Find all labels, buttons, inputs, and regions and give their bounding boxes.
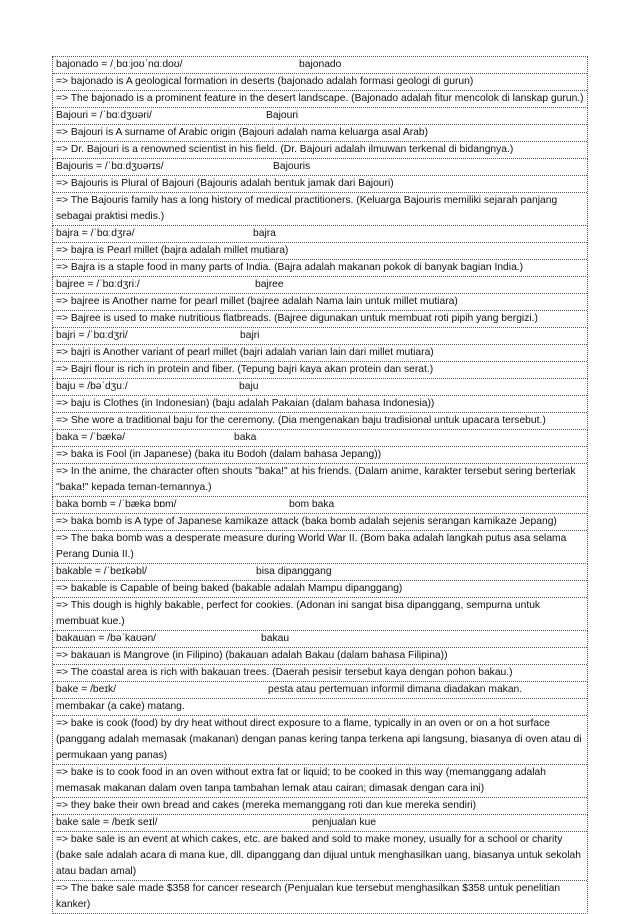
headword-translation: bajonado [299,59,342,70]
headword-translation: bakau [261,633,290,644]
headword-pronunciation: bajri = /ˈbɑːdʒri/ [56,330,128,341]
headword-translation: baju [239,381,259,392]
entry-definition-line: => baka bomb is A type of Japanese kamikaze attack (baka bomb adalah sejenis serangan kamikaze Jepang) [53,514,587,531]
headword-translation: pesta atau pertemuan informil dimana diadakan makan. [268,684,523,695]
dictionary-entry [52,108,588,159]
dictionary-entry [52,277,588,328]
dictionary-entry [52,564,588,631]
entry-definition-line: => bajra is Pearl millet (bajra adalah millet mutiara) [53,243,587,260]
entry-definition-line: => In the anime, the character often shouts "baka!" at his friends. (Dalam anime, karakter tersebut sering berteriak "baka!" kepada teman-temannya.) [56,466,576,493]
entry-definition-line: => bake sale is an event at which cakes, etc. are baked and sold to make money, usually for a school or charity (bake sale adalah acara di mana kue, dll. dipanggang dan dijual untuk menghasilkan uang, biasanya untuk sekolah atau badan amal) [53,832,587,881]
headword-pronunciation: bake = /beɪk/ [56,684,117,695]
dictionary-entry [52,815,588,914]
headword-pronunciation: bajree = /ˈbɑːdʒriː/ [56,279,140,290]
entry-definition-line: => Bajree is used to make nutritious flatbreads. (Bajree digunakan untuk membuat roti pipih yang bergizi.) [56,313,538,324]
dictionary-entry [52,379,588,430]
entry-definition-line: => baju is Clothes (in Indonesian) (baju adalah Pakaian (dalam bahasa Indonesia)) [53,396,587,413]
entry-definition-line: => Bajra is a staple food in many parts of India. (Bajra adalah makanan pokok di banyak bagian India.) [56,262,524,273]
entry-headword-row [53,328,587,345]
entry-headword-row [53,815,587,832]
entry-definition-line: => Dr. Bajouri is a renowned scientist in his field. (Dr. Bajouri adalah ilmuwan terkenal di bidangnya.) [56,144,514,155]
headword-pronunciation: baju = /bəˈdʒuː/ [56,381,128,392]
entry-definition-line: => bajree is Another name for pearl millet (bajree adalah Nama lain untuk millet mutiara) [53,294,587,311]
dictionary-entry [52,430,588,497]
entry-definition-line: => The bake sale made $358 for cancer research (Penjualan kue tersebut menghasilkan $358 untuk penelitian kanker) [56,883,561,910]
entry-definition-line: => bajri is Another variant of pearl millet (bajri adalah varian lain dari millet mutiara) [53,345,587,362]
headword-pronunciation: bakauan = /bəˈkaʊən/ [56,633,157,644]
dictionary-entry [52,328,588,379]
headword-translation: bisa dipanggang [256,566,332,577]
entry-headword-row [53,57,587,74]
entry-headword-row [53,430,587,447]
entry-headword-row [53,159,587,176]
entry-headword-row [53,277,587,294]
dictionary-entry [52,631,588,682]
entry-definition-line: => Bajri flour is rich in protein and fiber. (Tepung bajri kaya akan protein dan serat.) [56,364,434,375]
dictionary-entry [52,57,588,108]
dictionary-entry [52,226,588,277]
headword-translation: bajra [253,228,276,239]
headword-translation: Bajouri [266,110,299,121]
headword-translation: bajri [240,330,260,341]
entry-definition-line: => bajonado is A geological formation in deserts (bajonado adalah formasi geologi di gurun) [53,74,587,91]
entry-headword-row [53,226,587,243]
headword-translation: Bajouris [273,161,311,172]
entry-definition-line: => This dough is highly bakable, perfect for cookies. (Adonan ini sangat bisa dipanggang, sempurna untuk membuat kue.) [56,600,541,627]
headword-pronunciation: bajra = /ˈbɑːdʒrə/ [56,228,135,239]
entry-definition-line: => The baka bomb was a desperate measure during World War II. (Bom baka adalah langkah putus asa selama Perang Dunia II.) [56,533,567,560]
entry-headword-row [53,682,587,699]
headword-translation: bajree [255,279,284,290]
entry-headword-row [53,631,587,648]
entry-definition-line: => they bake their own bread and cakes (mereka memanggang roti dan kue mereka sendiri) [56,800,477,811]
entry-definition-line: => The coastal area is rich with bakauan trees. (Daerah pesisir tersebut kaya dengan pohon bakau.) [56,667,513,678]
headword-pronunciation: Bajouri = /ˈbɑːdʒʊəri/ [56,110,152,121]
entry-definition-line: => Bajouris is Plural of Bajouri (Bajouris adalah bentuk jamak dari Bajouri) [53,176,587,193]
entry-headword-row [53,379,587,396]
headword-pronunciation: baka = /ˈbækə/ [56,432,125,443]
entry-definition-line: => bakauan is Mangrove (in Filipino) (bakauan adalah Bakau (dalam bahasa Filipina)) [53,648,587,665]
headword-translation: bom baka [289,499,335,510]
headword-translation: baka [234,432,257,443]
entry-definition-line: => The bajonado is a prominent feature in the desert landscape. (Bajonado adalah fitur mencolok di lanskap gurun.) [56,93,584,104]
headword-pronunciation: Bajouris = /ˈbɑːdʒʊərɪs/ [56,161,164,172]
headword-translation: penjualan kue [312,817,377,828]
headword-pronunciation: baka bomb = /ˈbækə bɒm/ [56,499,177,510]
dictionary-page [52,56,588,914]
dictionary-entry [52,682,588,815]
entry-definition-line: => The Bajouris family has a long history of medical practitioners. (Keluarga Bajouris memiliki sejarah panjang sebagai praktisi medis.) [56,195,558,222]
headword-pronunciation: bake sale = /beɪk seɪl/ [56,817,158,828]
headword-pronunciation: bakable = /ˈbeɪkəbl/ [56,566,147,577]
entry-definition-line: => bake is cook (food) by dry heat without direct exposure to a flame, typically in an oven or on a hot surface (panggang adalah memasak (makanan) dengan panas kering tanpa terkena api langsung, biasanya di oven atau di permukaan yang panas) [53,716,587,765]
dictionary-entry [52,159,588,226]
entry-definition-line: => She wore a traditional baju for the ceremony. (Dia mengenakan baju tradisional untuk upacara tersebut.) [56,415,546,426]
entry-headword-row [53,108,587,125]
entry-definition-line: => bake is to cook food in an oven without extra fat or liquid; to be cooked in this way (memanggang adalah memasak makanan dalam oven tanpa tambahan lemak atau cairan; dimasak dengan cara ini) [53,765,587,798]
entry-definition-line: => bakable is Capable of being baked (bakable adalah Mampu dipanggang) [53,581,587,598]
entry-definition-line: => Bajouri is A surname of Arabic origin (Bajouri adalah nama keluarga asal Arab) [53,125,587,142]
entry-definition-line: => baka is Fool (in Japanese) (baka itu Bodoh (dalam bahasa Jepang)) [53,447,587,464]
entry-headword-row [53,564,587,581]
entry-headword-row [53,497,587,514]
dictionary-entry [52,497,588,564]
headword-pronunciation: bajonado = /ˌbɑːjoʊˈnɑːdoʊ/ [56,59,183,70]
entry-subline: membakar (a cake) matang. [53,699,587,716]
